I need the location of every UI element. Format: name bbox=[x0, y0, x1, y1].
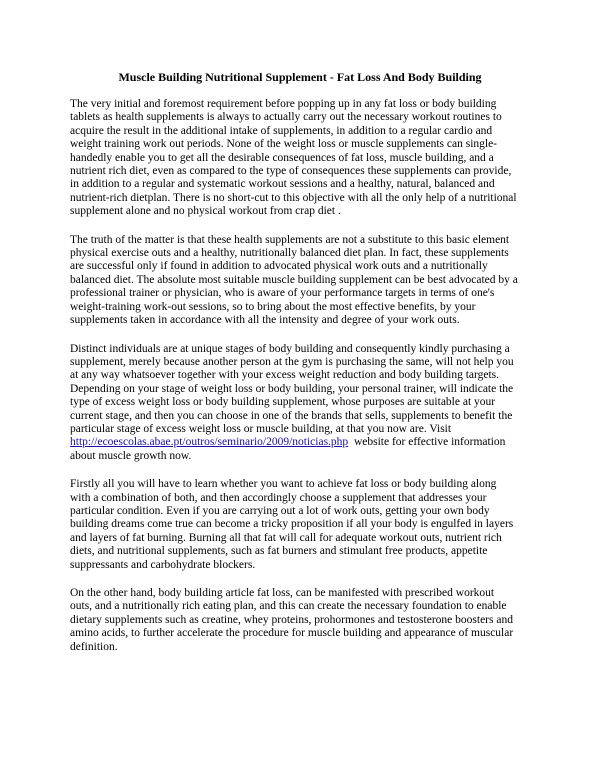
text-line: supplement alone and no physical workout from crap diet . bbox=[70, 205, 341, 218]
text-line: in addition to a regular and systematic workout sessions and a healthy, natural, balanced and bbox=[70, 178, 495, 191]
text-line: current stage, and then you can choose in one of the brands that sells, supplements to benefit the bbox=[70, 409, 513, 422]
text-line: tablets as health supplements is always to actually carry out the necessary workout routines to bbox=[70, 111, 502, 124]
text-line: acquire the result in the additional intake of supplements, in addition to a regular cardio and bbox=[70, 124, 493, 137]
text-line: particular condition. Even if you are carrying out a lot of work outs, getting your own body bbox=[70, 504, 490, 517]
text-line: at any way whatsoever together with your excess weight reduction and body building targets. bbox=[70, 369, 500, 382]
text-line: with a combination of both, and then accordingly choose a supplement that addresses your bbox=[70, 491, 487, 504]
text-line: building dreams come true can become a tricky proposition if all your body is engulfed in layers bbox=[70, 518, 514, 531]
text-line: and layers of fat burning. Burning all that fat will call for adequate workout outs, nutrient rich bbox=[70, 531, 502, 544]
link-suffix-text: website for effective information bbox=[348, 436, 506, 449]
document-title: Muscle Building Nutritional Supplement - Fat Loss And Body Building bbox=[118, 70, 482, 84]
text-line-with-link bbox=[70, 436, 540, 449]
paragraph-5 bbox=[70, 587, 540, 654]
paragraph-1 bbox=[70, 98, 540, 219]
text-line: weight training work out periods. None of the weight loss or muscle supplements can single- bbox=[70, 138, 498, 151]
text-line: suppressants and carbohydrate blockers. bbox=[70, 558, 256, 571]
text-line: Depending on your stage of weight loss or body building, your personal trainer, will indicate the bbox=[70, 382, 514, 395]
document-body bbox=[70, 98, 540, 669]
text-line: diets, and nutritional supplements, such as fat burners and stimulant free products, appetite bbox=[70, 545, 488, 558]
text-line: weight-training work-out sessions, so to bring about the most effective benefits, by your bbox=[70, 300, 476, 313]
text-line: On the other hand, body building article fat loss, can be manifested with prescribed workout bbox=[70, 587, 495, 599]
text-line: professional trainer or physician, who is aware of your performance targets in terms of one's bbox=[70, 287, 495, 300]
text-line: Firstly all you will have to learn whether you want to achieve fat loss or body building along bbox=[70, 478, 497, 491]
text-line: nutrient-rich dietplan. There is no short-cut to this objective with all the only help of a nutritional bbox=[70, 191, 517, 204]
text-line: nutrient rich diet, even as compared to the type of consequences these supplements can provide, bbox=[70, 165, 512, 178]
text-line: balanced diet. The absolute most suitable muscle building supplement can be best advocated by a bbox=[70, 273, 518, 286]
text-line: amino acids, to further accelerate the procedure for muscle building and appearance of muscular bbox=[70, 627, 514, 640]
text-line: supplements taken in accordance with all the intensity and degree of your work outs. bbox=[70, 314, 460, 327]
text-line: are successful only if found in addition to advocated physical work outs and a nutritionally bbox=[70, 260, 488, 273]
text-line: type of excess weight loss or body building supplement, whose purposes are suitable at your bbox=[70, 396, 496, 409]
text-line: supplement, merely because another person at the gym is purchasing the same, will not help you bbox=[70, 355, 514, 368]
text-line: outs, and a nutritionally rich eating plan, and this can create the necessary foundation to enable bbox=[70, 600, 507, 613]
text-line: particular stage of excess weight loss or muscle building, at that you now are. Visit bbox=[70, 422, 452, 435]
paragraph-2 bbox=[70, 234, 540, 328]
text-line: The very initial and foremost requirement before popping up in any fat loss or body building bbox=[70, 98, 497, 110]
paragraph-3 bbox=[70, 343, 540, 464]
text-line: The truth of the matter is that these health supplements are not a substitute to this basic element bbox=[70, 233, 510, 246]
text-line: about muscle growth now. bbox=[70, 449, 192, 462]
text-line: handedly enable you to get all the desirable consequences of fat loss, muscle building, and a bbox=[70, 151, 494, 164]
noticias-link[interactable]: http://ecoescolas.abae.pt/outros/seminario/2009/noticias.php bbox=[70, 436, 349, 449]
text-line: physical exercise outs and a healthy, nutritionally balanced diet plan. In fact, these supplements bbox=[70, 247, 509, 260]
paragraph-4 bbox=[70, 478, 540, 572]
text-line: definition. bbox=[70, 640, 118, 653]
text-line: Distinct individuals are at unique stages of body building and consequently kindly purchasing a bbox=[70, 342, 510, 355]
text-line: dietary supplements such as creatine, whey proteins, prohormones and testosterone boosters and bbox=[70, 613, 513, 626]
